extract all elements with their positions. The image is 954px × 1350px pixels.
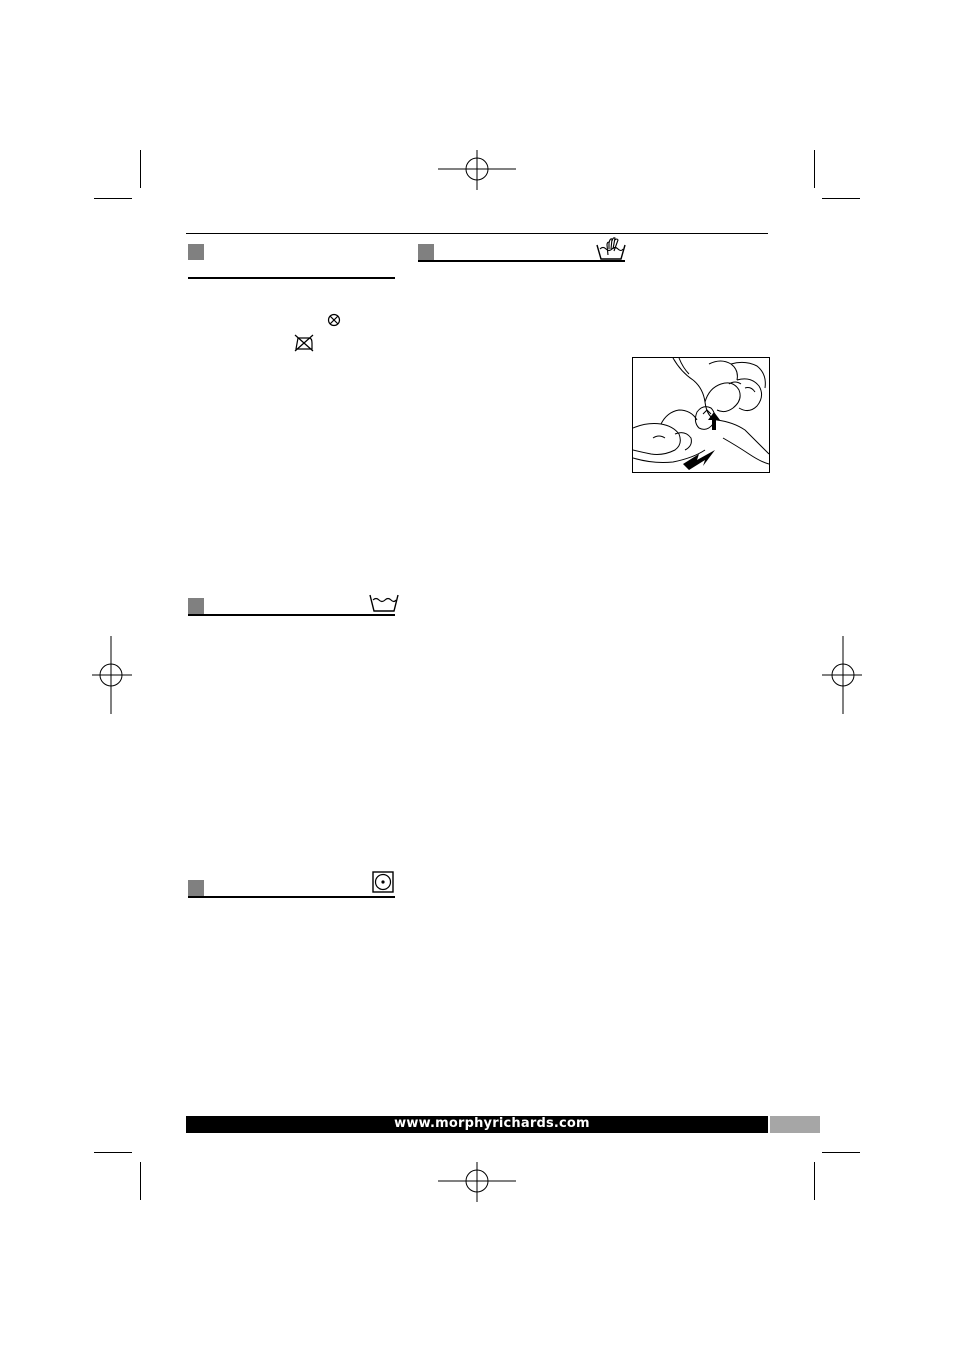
section-rule <box>418 260 625 262</box>
hand-wash-icon <box>596 237 626 261</box>
crop-mark <box>94 1152 132 1153</box>
wash-basin-icon <box>369 593 399 613</box>
section-rule <box>188 896 395 898</box>
do-not-dry-clean-icon <box>327 313 341 327</box>
registration-mark-icon <box>438 1162 516 1202</box>
registration-mark-icon <box>92 636 132 714</box>
section-marker <box>188 244 204 260</box>
instruction-illustration <box>632 357 770 473</box>
crop-mark <box>814 150 815 188</box>
crop-mark <box>822 198 860 199</box>
section-rule <box>188 614 395 616</box>
crop-mark <box>814 1162 815 1200</box>
crop-mark <box>140 1162 141 1200</box>
section-marker <box>418 244 434 260</box>
footer-url: www.morphyrichards.com <box>394 1116 590 1131</box>
registration-mark-icon <box>822 636 862 714</box>
no-steam-icon <box>294 334 314 352</box>
hands-illustration <box>633 358 769 472</box>
header-rule <box>186 233 768 234</box>
crop-mark <box>822 1152 860 1153</box>
section-marker <box>188 880 204 896</box>
registration-mark-icon <box>438 150 516 190</box>
tumble-dry-icon <box>372 871 394 893</box>
page-number-tab <box>770 1116 820 1133</box>
section-marker <box>188 598 204 614</box>
crop-mark <box>140 150 141 188</box>
section-rule <box>188 277 395 279</box>
crop-mark <box>94 198 132 199</box>
